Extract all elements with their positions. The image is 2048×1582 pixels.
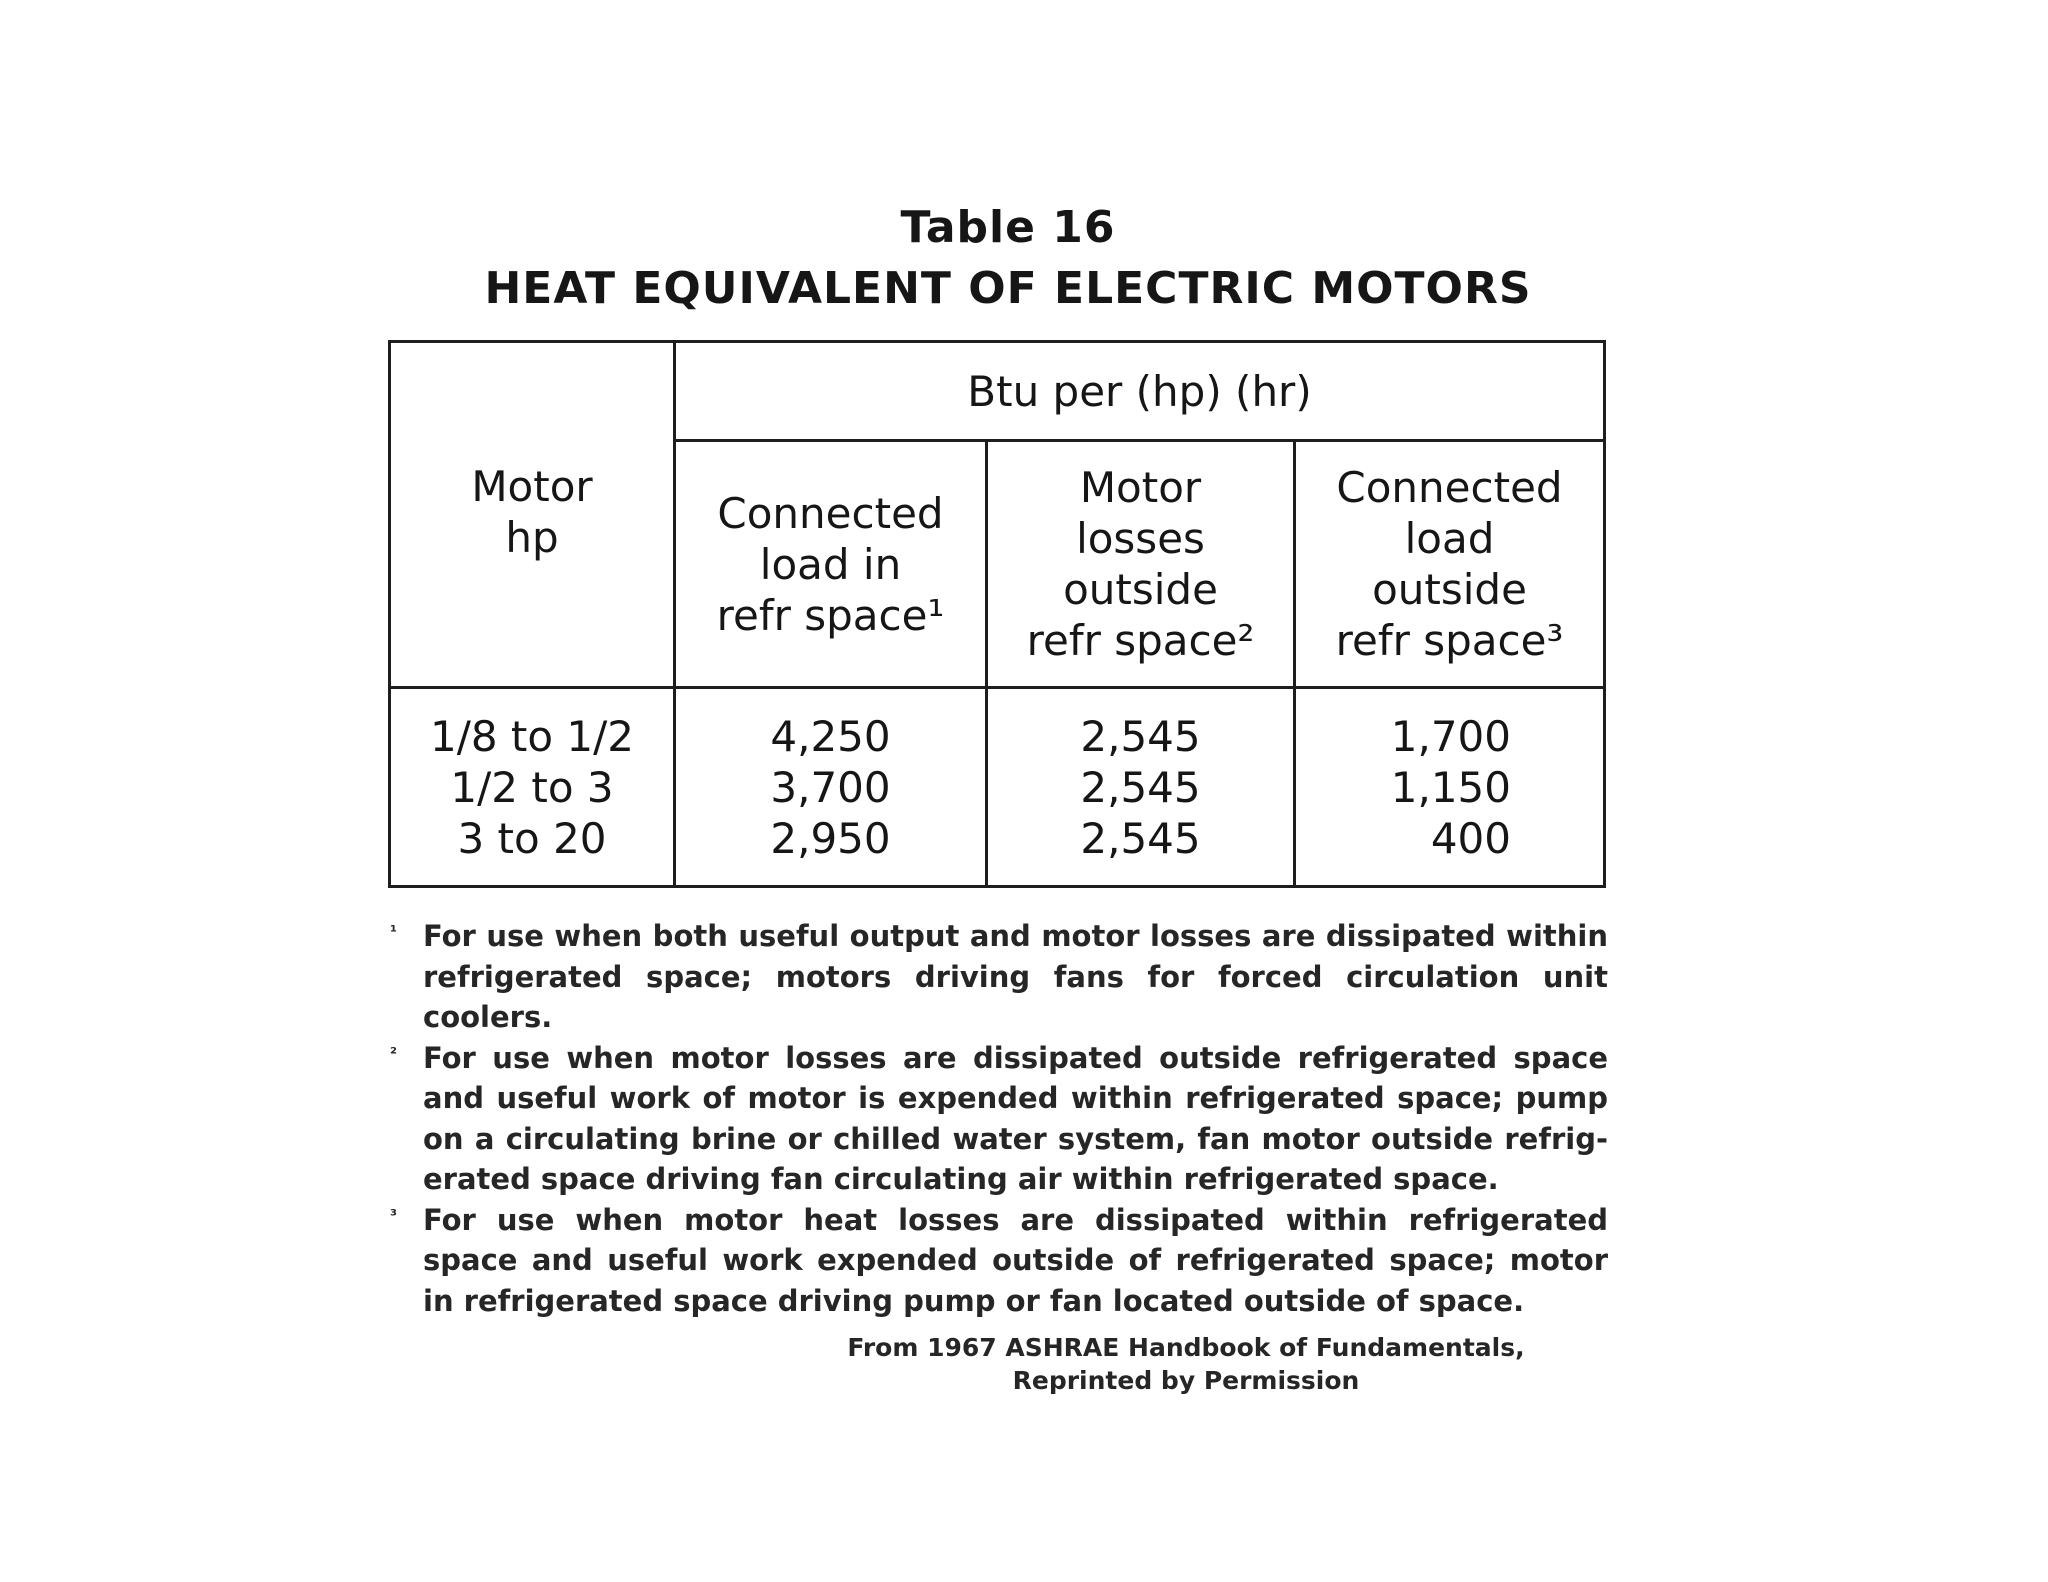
footnote bbox=[390, 1200, 1608, 1322]
footnote-text: For use when motor losses are dissipated outside refrigerated space and useful work of motor is expended within refrigerated space; pump on a circulating brine or chilled water system, fan motor outside refrig-erated space driving fan circulating air within refrigerated space. bbox=[423, 1040, 1608, 1196]
header-line: refr space¹ bbox=[716, 590, 945, 640]
footnote-text: For use when motor heat losses are dissipated within refrigerated space and useful work expended outside of refrigerated space; motor in refrigerated space driving pump or fan located outside of space. bbox=[423, 1202, 1608, 1318]
table-title-block bbox=[388, 198, 1628, 320]
connected-load-in-header bbox=[675, 441, 987, 688]
source-citation bbox=[828, 1331, 1544, 1397]
table-cell: 3 to 20 bbox=[457, 813, 607, 863]
header-line: refr space³ bbox=[1335, 616, 1564, 665]
table-cell: 2,950 bbox=[770, 813, 891, 863]
header-line: Connected bbox=[1336, 463, 1563, 512]
table-title: HEAT EQUIVALENT OF ELECTRIC MOTORS bbox=[484, 263, 1532, 314]
table-cell: 1,150 bbox=[1390, 762, 1511, 812]
heat-equivalent-table bbox=[388, 340, 1606, 888]
header-line: outside bbox=[1372, 565, 1527, 614]
motor-hp-header bbox=[390, 342, 675, 688]
table-cell: 400 bbox=[1430, 813, 1511, 863]
motor-losses-outside-header bbox=[987, 441, 1295, 688]
header-line: load in bbox=[759, 539, 902, 589]
table-cell: 1/8 to 1/2 bbox=[429, 711, 635, 761]
connected-load-outside-cell bbox=[1295, 688, 1605, 887]
header-line: losses bbox=[1076, 514, 1205, 563]
table-number: Table 16 bbox=[900, 202, 1116, 253]
header-line: outside bbox=[1063, 565, 1218, 614]
footnote-marker: ³ bbox=[390, 1205, 398, 1225]
source-line: From 1967 ASHRAE Handbook of Fundamentals, bbox=[847, 1333, 1525, 1362]
header-line: Motor bbox=[471, 462, 593, 511]
footnote bbox=[390, 1038, 1608, 1200]
motor-hp-cell bbox=[390, 688, 675, 887]
table-row bbox=[390, 688, 1605, 887]
header-line: hp bbox=[505, 513, 559, 562]
header-line: Connected bbox=[717, 488, 944, 538]
table-cell: 2,545 bbox=[1080, 711, 1201, 761]
table-cell: 1/2 to 3 bbox=[450, 762, 614, 812]
header-line: refr space² bbox=[1026, 616, 1255, 665]
footnote-text: For use when both useful output and motor losses are dissipated within refrigerated space; motors driving fans for forced circulation unit coolers. bbox=[423, 919, 1608, 1034]
header-line: load bbox=[1404, 514, 1495, 563]
btu-group-header: Btu per (hp) (hr) bbox=[675, 342, 1605, 441]
table-cell: 3,700 bbox=[770, 762, 891, 812]
connected-load-outside-header bbox=[1295, 441, 1605, 688]
source-line: Reprinted by Permission bbox=[1012, 1366, 1360, 1395]
footnote bbox=[390, 916, 1608, 1038]
connected-load-in-cell bbox=[675, 688, 987, 887]
footnote-marker: ² bbox=[390, 1043, 398, 1063]
table-cell: 1,700 bbox=[1390, 711, 1511, 761]
footnotes bbox=[390, 916, 1608, 1321]
table-cell: 2,545 bbox=[1080, 762, 1201, 812]
table-cell: 4,250 bbox=[770, 711, 891, 761]
motor-losses-outside-cell bbox=[987, 688, 1295, 887]
table-cell: 2,545 bbox=[1080, 813, 1201, 863]
footnote-marker: ¹ bbox=[390, 922, 398, 941]
header-line: Motor bbox=[1079, 463, 1202, 512]
